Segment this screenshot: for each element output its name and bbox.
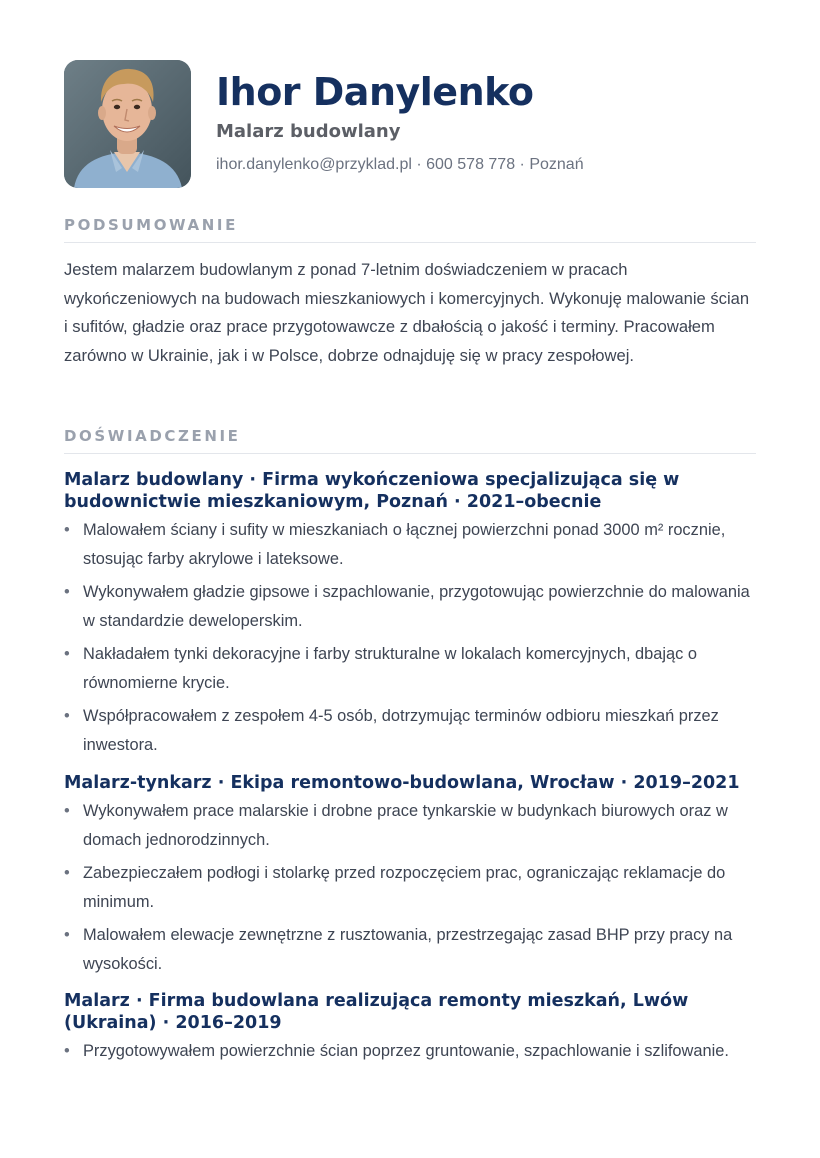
job-bullet-text: Nakładałem tynki dekoracyjne i farby strukturalne w lokalach komercyjnych, dbając o równomierne krycie. bbox=[83, 645, 698, 692]
job-bullet-text: Malowałem elewacje zewnętrzne z rusztowania, przestrzegając zasad BHP przy pracy na wysokości. bbox=[83, 926, 733, 973]
job-entry bbox=[64, 772, 756, 983]
experience-heading: DOŚWIADCZENIE bbox=[64, 426, 756, 454]
job-bullet bbox=[64, 797, 756, 854]
job-title: Malarz · Firma budowlana realizująca remonty mieszkań, Lwów (Ukraina) · 2016–2019 bbox=[64, 991, 689, 1033]
job-bullet-text: Wykonywałem gładzie gipsowe i szpachlowanie, przygotowując powierzchnie do malowania w standardzie deweloperskim. bbox=[83, 583, 750, 630]
portrait-image bbox=[64, 60, 191, 188]
job-entry bbox=[64, 469, 756, 764]
job-bullet bbox=[64, 640, 756, 697]
job-bullet-text: Współpracowałem z zespołem 4-5 osób, dotrzymując terminów odbioru mieszkań przez inwestora. bbox=[83, 707, 719, 754]
job-bullet bbox=[64, 921, 756, 978]
bullet-icon: • bbox=[64, 802, 70, 820]
candidate-name: Ihor Danylenko bbox=[216, 70, 534, 114]
job-bullet bbox=[64, 702, 756, 759]
bullet-icon: • bbox=[64, 864, 70, 882]
job-role: Malarz budowlany bbox=[216, 121, 401, 142]
job-bullet-text: Malowałem ściany i sufity w mieszkaniach o łącznej powierzchni ponad 3000 m² rocznie, stosując farby akrylowe i lateksowe. bbox=[83, 521, 726, 568]
job-bullet bbox=[64, 578, 756, 635]
job-bullet-text: Wykonywałem prace malarskie i drobne prace tynkarskie w budynkach biurowych oraz w domach jednorodzinnych. bbox=[83, 802, 728, 849]
profile-photo bbox=[64, 60, 191, 188]
bullet-icon: • bbox=[64, 1042, 70, 1060]
summary-text: Jestem malarzem budowlanym z ponad 7-letnim doświadczeniem w pracach wykończeniowych na budowach mieszkaniowych i komercyjnych. Wykonuję malowanie ścian i sufitów, gładzie oraz prace przygotowawcze z dbałością o jakość i terminy. Pracowałem zarówno w Ukrainie, jak i w Polsce, dobrze odnajduję się w pracy zespołowej. bbox=[64, 260, 750, 365]
job-bullet-text: Przygotowywałem powierzchnie ścian poprzez gruntowanie, szpachlowanie i szlifowanie. bbox=[83, 1042, 729, 1060]
job-bullet-text: Zabezpieczałem podłogi i stolarkę przed rozpoczęciem prac, ograniczając reklamacje do minimum. bbox=[83, 864, 726, 911]
bullet-icon: • bbox=[64, 645, 70, 663]
summary-heading: PODSUMOWANIE bbox=[64, 215, 756, 243]
job-entry bbox=[64, 990, 756, 1071]
bullet-icon: • bbox=[64, 583, 70, 601]
bullet-icon: • bbox=[64, 707, 70, 725]
job-title: Malarz-tynkarz · Ekipa remontowo-budowlana, Wrocław · 2019–2021 bbox=[64, 773, 740, 793]
job-bullet bbox=[64, 859, 756, 916]
job-bullet bbox=[64, 1037, 756, 1066]
resume-header bbox=[64, 60, 756, 190]
job-bullet bbox=[64, 516, 756, 573]
bullet-icon: • bbox=[64, 521, 70, 539]
job-bullets bbox=[64, 797, 756, 978]
job-title: Malarz budowlany · Firma wykończeniowa specjalizująca się w budownictwie mieszkaniowym, Poznań · 2021–obecnie bbox=[64, 470, 680, 512]
job-bullets bbox=[64, 516, 756, 759]
contact-info: ihor.danylenko@przyklad.pl · 600 578 778 · Poznań bbox=[216, 156, 584, 173]
bullet-icon: • bbox=[64, 926, 70, 944]
job-bullets bbox=[64, 1037, 756, 1066]
